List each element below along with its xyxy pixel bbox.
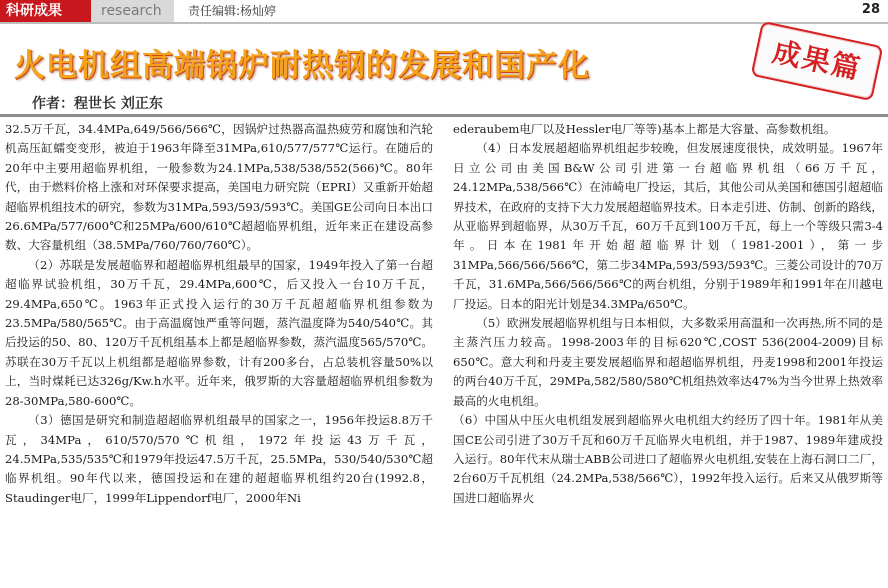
- paragraph: ederaubem电厂以及Hessler电厂等等)基本上都是大容量、高参数机组。: [453, 122, 836, 136]
- paragraph: （5）欧洲发展超临界机组与日本相似，大多数采用高温和一次再热,所不同的是主蒸汽压力较高。1998-2003年的目标620℃,COST 536(2004-2009)目标650℃。意大利和丹麦主要发展超临界和超超临界机组，丹麦1998和2001年投运的两台40万千瓦，29MPa,582/580/580℃机组热效率达47%为当今世界上热效率最高的火电机组。: [453, 316, 883, 408]
- paragraph: 32.5万千瓦，34.4MPa,649/566/566℃，因锅炉过热器高温热疲劳和腐蚀和汽轮机高压缸蠕变变形，被迫于1963年降至31MPa,610/577/577℃运行。在随后的20年中主要用超临界机组，一般参数为24.1MPa,538/538/552(566)℃。80年代，由于燃料价格上涨和对环保要求提高，美国电力研究院（EPRI）又重新开始超超临界机组技术的研究，参数为31MPa,593/593/593℃。美国GE公司向日本出口26.6MPa/577/600℃和25MPa/600/610℃超超临界机组，近年来正在建设高参数、大容量机组（38.5MPa/760/760/760℃）。: [5, 122, 433, 253]
- responsible-editor: 责任编辑:杨灿婷: [188, 4, 277, 18]
- article-title: 火电机组高端锅炉耐热钢的发展和国产化: [14, 48, 590, 84]
- paragraph: （3）德国是研究和制造超超临界机组最早的国家之一，1956年投运8.8万千瓦，34MPa，610/570/570℃机组，1972年投运43万千瓦，24.5MPa,535/535℃和1979年投运47.5万千瓦，25.5MPa，530/540/530℃超临界机组。90年代以来，德国投运和在建的超超临界机组约20台(1992.8，Staudinger电厂，1999年Lippendorf电厂，2000年Ni: [5, 413, 433, 505]
- right-text-column: [453, 120, 883, 588]
- paragraph: （2）苏联是发展超临界和超超临界机组最早的国家，1949年投入了第一台超超临界试验机组，30万千瓦，29.4MPa,600℃，后又投入一台10万千瓦，29.4MPa,650℃。1963年正式投入运行的30万千瓦超超临界机组参数为23.5MPa/580/565℃。由于高温腐蚀严重等问题，蒸汽温度降为540/540℃。其后投运的50、80、120万千瓦机组基本上都是超临界参数，蒸汽温度565/570℃。苏联在30万千瓦以上机组都是超临界参数，计有200多台，占总装机容量50%以上，当时煤耗已达326g/Kw.h水平。近年来，俄罗斯的大容量超超临界机组参数为28-30MPa,580-600℃。: [5, 257, 433, 408]
- paragraph: （6）中国从中压火电机组发展到超临界火电机组大约经历了四十年。1981年从美国CE公司引进了30万千瓦和60万千瓦临界火电机组，并于1987、1989年建成投入运行。80年代末从瑞士ABB公司进口了超临界火电机组,安装在上海石洞口二厂，2台60万千瓦机组（24.2MPa,538/566℃），1992年投入运行。后来又从俄罗斯等国进口超临界火: [453, 413, 883, 505]
- section-label-cn: 科研成果: [0, 0, 91, 22]
- category-stamp: 成果篇: [751, 21, 884, 102]
- section-label-en: research: [91, 0, 174, 22]
- header-divider: [0, 22, 888, 24]
- left-text-column: [5, 120, 433, 588]
- page-header: [0, 0, 888, 24]
- paragraph: （4）日本发展超超临界机组起步较晚，但发展速度很快，成效明显。1967年日立公司由美国B&W公司引进第一台超临界机组（66万千瓦，24.12MPa,538/566℃）在沛崎电厂投运，其后，其他公司从美国和德国引超超临界技术，在政府的支持下大力发展超超临界技术。日本走引进、仿制、创新的路线，从亚临界到超临界，从30万千瓦，60万千瓦到100万千瓦，每上一个等级只需3-4年。日本在1981年开始超超临界计划（1981-2001），第一步31MPa,566/566/566℃，第二步34MPa,593/593/593℃。三菱公司设计的70万千瓦，31.6MPa,566/566/566℃的两台机组，分别于1989年和1991年在川越电厂投运。日本的阳光计划是34.3MPa/650℃。: [453, 141, 883, 311]
- article-authors: 作者：程世长 刘正东: [32, 96, 163, 112]
- page-number: 28: [861, 2, 880, 17]
- title-divider: [0, 114, 888, 117]
